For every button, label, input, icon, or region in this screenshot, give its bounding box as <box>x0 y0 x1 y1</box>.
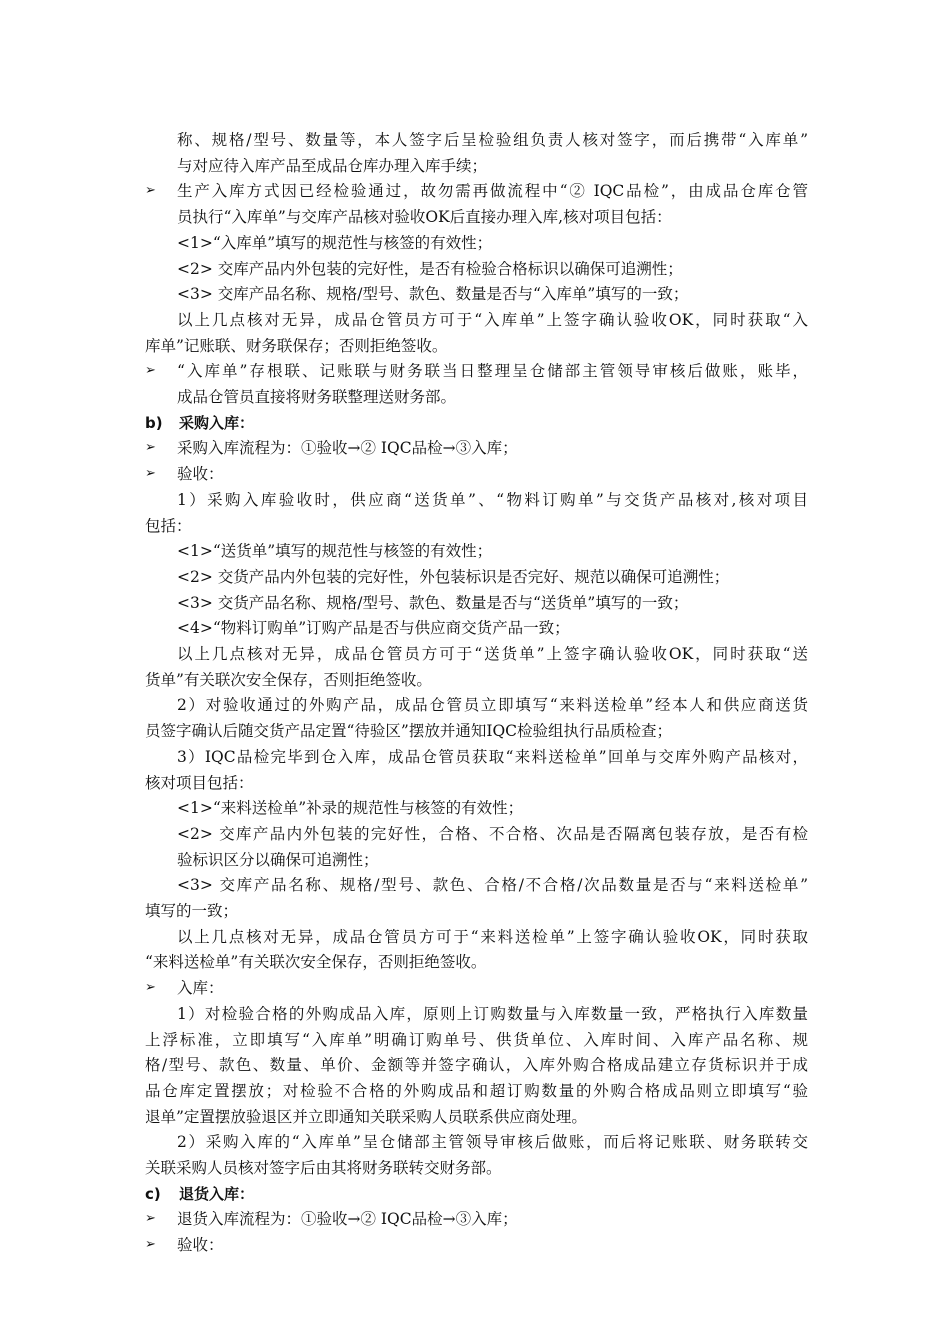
bullet-arrow-icon: ➢ <box>145 183 156 199</box>
paragraph-line: <2> 交货产品内外包装的完好性，外包装标识是否完好、规范以确保可追溯性； <box>177 567 730 586</box>
paragraph-line: “入库单”存根联、记账联与财务联当日整理呈仓储部主管领导审核后做账，账毕， <box>177 362 808 381</box>
paragraph-line: 核对项目包括： <box>145 773 254 792</box>
paragraph-line: 与对应待入库产品至成品仓库办理入库手续； <box>177 156 488 175</box>
paragraph-line: 验收： <box>177 465 224 484</box>
paragraph-line: 1）对检验合格的外购成品入库，原则上订购数量与入库数量一致，严格执行入库数量 <box>177 1004 808 1023</box>
paragraph-line: 员执行“入库单”与交库产品核对验收OK后直接办理入库,核对项目包括： <box>177 208 672 227</box>
paragraph-line: <2> 交库产品内外包装的完好性，是否有检验合格标识以确保可追溯性； <box>177 259 683 278</box>
paragraph-line: <2> 交库产品内外包装的完好性，合格、不合格、次品是否隔离包装存放，是否有检 <box>177 824 808 843</box>
section-title: 采购入库： <box>179 413 255 432</box>
paragraph-line: “来料送检单”有关联次安全保存，否则拒绝签收。 <box>145 953 487 972</box>
paragraph-line: 2）采购入库的“入库单”呈仓储部主管领导审核后做账，而后将记账联、财务联转交 <box>177 1133 808 1152</box>
bullet-arrow-icon: ➢ <box>145 363 156 379</box>
bullet-arrow-icon: ➢ <box>145 1211 156 1227</box>
paragraph-line: 格/型号、款色、数量、单价、金额等并签字确认，入库外购合格成品建立存货标识并于成 <box>145 1056 808 1075</box>
paragraph-line: <4>“物料订购单”订购产品是否与供应商交货产品一致； <box>177 619 570 638</box>
paragraph-line: 货单”有关联次安全保存，否则拒绝签收。 <box>145 670 432 689</box>
section-heading <box>145 1181 254 1207</box>
paragraph-line: 1）采购入库验收时，供应商“送货单”、“物料订购单”与交货产品核对,核对项目 <box>177 490 808 509</box>
paragraph-line: 采购入库流程为：①验收→② IQC品检→③入库； <box>177 439 518 458</box>
bullet-arrow-icon: ➢ <box>145 1237 156 1253</box>
paragraph-line: 以上几点核对无异，成品仓管员方可于“入库单”上签字确认验收OK，同时获取“入 <box>177 310 808 329</box>
paragraph-line: <3> 交库产品名称、规格/型号、款色、合格/不合格/次品数量是否与“来料送检单” <box>177 876 808 895</box>
paragraph-line: 验标识区分以确保可追溯性； <box>177 850 379 869</box>
paragraph-line: 包括： <box>145 516 192 535</box>
paragraph-line: 入库： <box>177 979 224 998</box>
bullet-arrow-icon: ➢ <box>145 440 156 456</box>
paragraph-line: 退单”定置摆放验退区并立即通知关联采购人员联系供应商处理。 <box>145 1107 587 1126</box>
bullet-arrow-icon: ➢ <box>145 980 156 996</box>
paragraph-line: 验收： <box>177 1236 224 1255</box>
paragraph-line: <1>“入库单”填写的规范性与核签的有效性； <box>177 233 493 252</box>
paragraph-line: <3> 交货产品名称、规格/型号、款色、数量是否与“送货单”填写的一致； <box>177 593 689 612</box>
paragraph-line: 员签字确认后随交货产品定置“待验区”摆放并通知IQC检验组执行品质检查； <box>145 722 673 741</box>
paragraph-line: 2）对验收通过的外购产品，成品仓管员立即填写“来料送检单”经本人和供应商送货 <box>177 696 808 715</box>
paragraph-line: 退货入库流程为：①验收→② IQC品检→③入库； <box>177 1210 518 1229</box>
section-label: c) <box>145 1184 161 1203</box>
paragraph-line: <3> 交库产品名称、规格/型号、款色、数量是否与“入库单”填写的一致； <box>177 285 689 304</box>
paragraph-line: <1>“来料送检单”补录的规范性与核签的有效性； <box>177 799 524 818</box>
paragraph-line: 以上几点核对无异，成品仓管员方可于“送货单”上签字确认验收OK，同时获取“送 <box>177 645 808 663</box>
section-title: 退货入库： <box>179 1184 255 1203</box>
paragraph-line: 填写的一致； <box>145 902 239 920</box>
section-heading <box>145 410 254 436</box>
paragraph-line: 上浮标准，立即填写“入库单”明确订购单号、供货单位、入库时间、入库产品名称、规 <box>145 1030 808 1049</box>
bullet-arrow-icon: ➢ <box>145 466 156 482</box>
paragraph-line: 成品仓管员直接将财务联整理送财务部。 <box>177 388 457 406</box>
paragraph-line: 生产入库方式因已经检验通过，故勿需再做流程中“② IQC品检”，由成品仓库仓管 <box>177 182 808 201</box>
paragraph-line: 称、规格/型号、数量等，本人签字后呈检验组负责人核对签字，而后携带“入库单” <box>177 131 808 149</box>
paragraph-line: 库单”记账联、财务联保存；否则拒绝签收。 <box>145 336 448 355</box>
paragraph-line: 以上几点核对无异，成品仓管员方可于“来料送检单”上签字确认验收OK，同时获取 <box>177 927 808 946</box>
paragraph-line: 品仓库定置摆放；对检验不合格的外购成品和超订购数量的外购合格成品则立即填写“验 <box>145 1081 808 1100</box>
paragraph-line: 关联采购人员核对签字后由其将财务联转交财务部。 <box>145 1159 502 1177</box>
paragraph-line: <1>“送货单”填写的规范性与核签的有效性； <box>177 542 493 561</box>
paragraph-line: 3）IQC品检完毕到仓入库，成品仓管员获取“来料送检单”回单与交库外购产品核对， <box>177 747 808 766</box>
section-label: b) <box>145 413 163 432</box>
